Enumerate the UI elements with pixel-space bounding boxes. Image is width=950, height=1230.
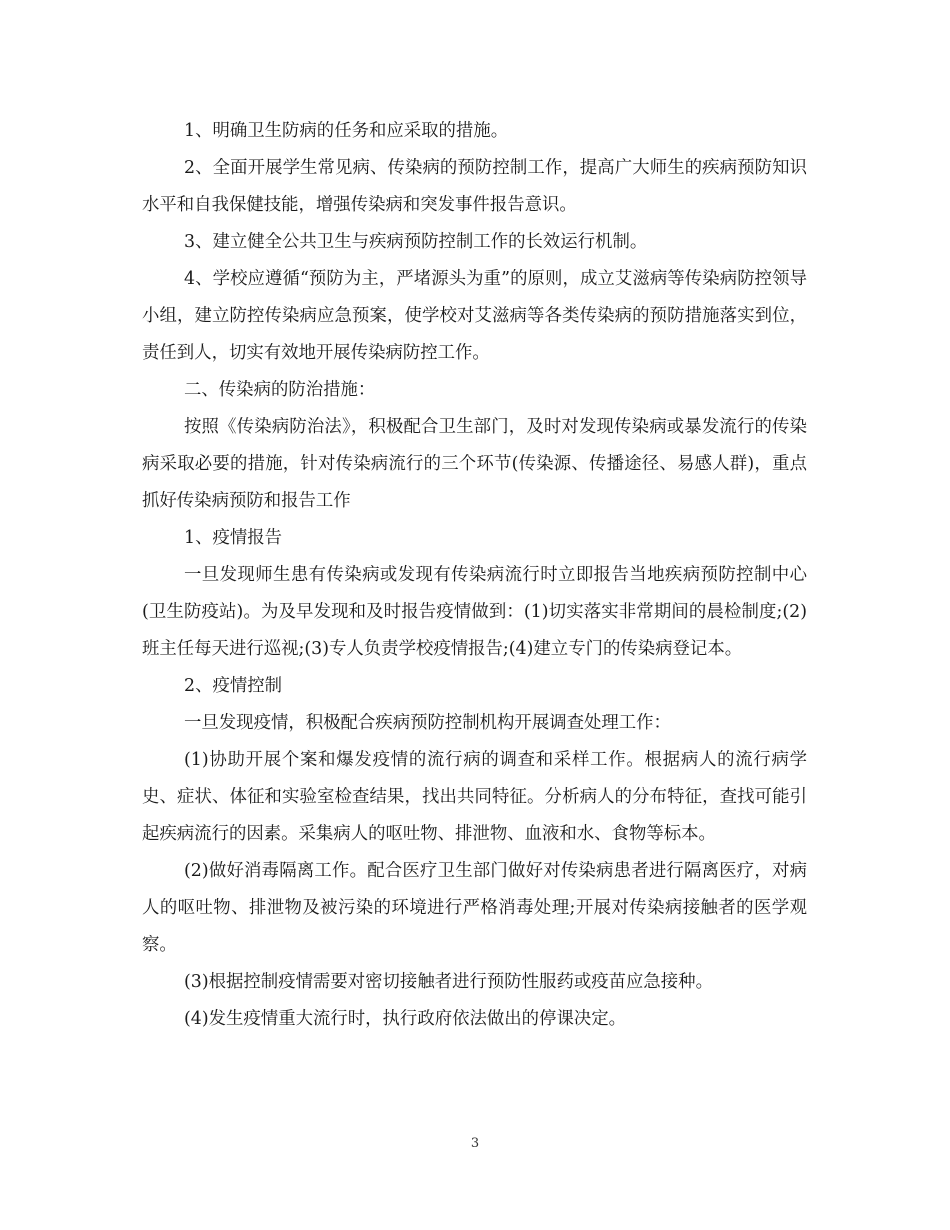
paragraph-item-2: 2、全面开展学生常见病、传染病的预防控制工作，提高广大师生的疾病预防知识水平和自我保健技能，增强传染病和突发事件报告意识。 [142,158,807,215]
section-heading-prevention-measures: 二、传染病的防治措施： [184,380,376,400]
paragraph-control-step-3: (3)根据控制疫情需要对密切接触者进行预防性服药或疫苗应急接种。 [184,972,713,992]
paragraph-control-step-4: (4)发生疫情重大流行时，执行政府依法做出的停课决定。 [184,1009,627,1029]
page-number: 3 [470,1136,480,1151]
paragraph-epidemic-control-intro: 一旦发现疫情，积极配合疾病预防控制机构开展调查处理工作： [184,713,671,733]
paragraph-item-3: 3、建立健全公共卫生与疾病预防控制工作的长效运行机制。 [184,232,648,252]
document-page [142,113,807,1038]
paragraph-item-4: 4、学校应遵循“预防为主，严堵源头为重”的原则，成立艾滋病等传染病防控领导小组，建立防控传染病应急预案，使学校对艾滋病等各类传染病的预防措施落实到位，责任到人，切实有效地开展传染病防控工作。 [142,269,807,363]
paragraph-law-compliance: 按照《传染病防治法》，积极配合卫生部门，及时对发现传染病或暴发流行的传染病采取必要的措施，针对传染病流行的三个环节(传染源、传播途径、易感人群)，重点抓好传染病预防和报告工作 [142,417,807,511]
paragraph-epidemic-report: 一旦发现师生患有传染病或发现有传染病流行时立即报告当地疾病预防控制中心(卫生防疫站)。为及早发现和及时报告疫情做到：(1)切实落实非常期间的晨检制度;(2)班主任每天进行巡视;(3)专人负责学校疫情报告;(4)建立专门的传染病登记本。 [142,565,807,659]
paragraph-control-step-2: (2)做好消毒隔离工作。配合医疗卫生部门做好对传染病患者进行隔离医疗，对病人的呕吐物、排泄物及被污染的环境进行严格消毒处理;开展对传染病接触者的医学观察。 [142,861,807,955]
subheading-epidemic-report: 1、疫情报告 [184,528,283,548]
subheading-epidemic-control: 2、疫情控制 [184,676,283,696]
paragraph-item-1: 1、明确卫生防病的任务和应采取的措施。 [184,121,509,141]
paragraph-control-step-1: (1)协助开展个案和爆发疫情的流行病的调查和采样工作。根据病人的流行病学史、症状、体征和实验室检查结果，找出共同特征。分析病人的分布特征，查找可能引起疾病流行的因素。采集病人的呕吐物、排泄物、血液和水、食物等标本。 [142,750,807,844]
